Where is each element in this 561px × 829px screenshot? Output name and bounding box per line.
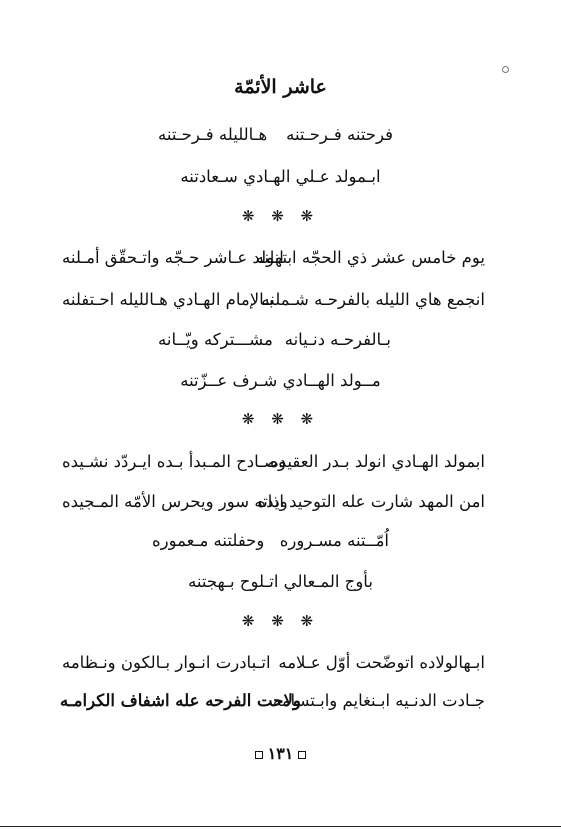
verse-right: امن المهد شارت عله التوحيد ايده: [257, 492, 485, 511]
verse-right: ابـهالولاده اتوضّحت أوّل عـلامه: [278, 653, 485, 672]
verse-left: ولاحت الفرحه عله اشفاف الكرامـه: [60, 691, 301, 710]
verse-left: مشـــتركه ويّــانه: [158, 330, 273, 349]
corner-mark: [502, 66, 509, 73]
verse-right: جـادت الدنـيه ابـنغايم وابـتسامه: [272, 691, 485, 710]
verse-center: مــولد الهــادي شـرف عــزّتنه: [180, 371, 381, 390]
square-ornament-icon: [298, 751, 306, 759]
verse-right: بـالفرحـه دنـيانه: [284, 330, 391, 349]
stanza-separator: ❋ ❋ ❋: [241, 207, 320, 225]
verse-left: وصـادح المـبدأ بـده ايـردّد نشـيده: [62, 452, 286, 471]
stanza-separator: ❋ ❋ ❋: [241, 410, 320, 428]
verse-right: انجمع هاي الليله بالفرحـه شـملنه: [261, 290, 485, 309]
verse-left: بـالإمام الهـادي هـالليله احـتفلنه: [62, 290, 274, 309]
verse-left: اتـبادرت انـوار بـالكون ونـظامه: [62, 653, 271, 672]
verse-left: هـالليله فـرحـتنه: [158, 125, 268, 144]
verse-center: بأوج المـعالي اتـلوح بـهجتنه: [188, 572, 373, 591]
verse-center: ابـمولد عـلي الهـادي سـعادتنه: [180, 167, 381, 186]
verse-left: وحفلتنه مـعموره: [152, 531, 265, 550]
verse-right: يوم خامس عشر ذي الحجّه ابتهلنه: [255, 248, 485, 267]
verse-right: ابمولد الهـادي انولد بـدر العقيده: [270, 452, 485, 471]
verse-left: وذاته سور ويحرس الأمّه المـجيده: [62, 492, 288, 511]
square-ornament-icon: [255, 751, 263, 759]
page-title: عاشر الأئمّة: [234, 76, 327, 98]
verse-right: فرحتنه فـرحـتنه: [286, 125, 393, 144]
page-number: [0, 744, 561, 763]
page-number-text: ١٣١: [267, 744, 294, 763]
stanza-separator: ❋ ❋ ❋: [241, 612, 320, 630]
bottom-rule: [0, 826, 561, 827]
verse-right: اُمّــتنه مسـروره: [279, 531, 389, 550]
verse-left: انولد عـاشر حـجّه واتـحقّق أمـلنه: [62, 248, 284, 267]
